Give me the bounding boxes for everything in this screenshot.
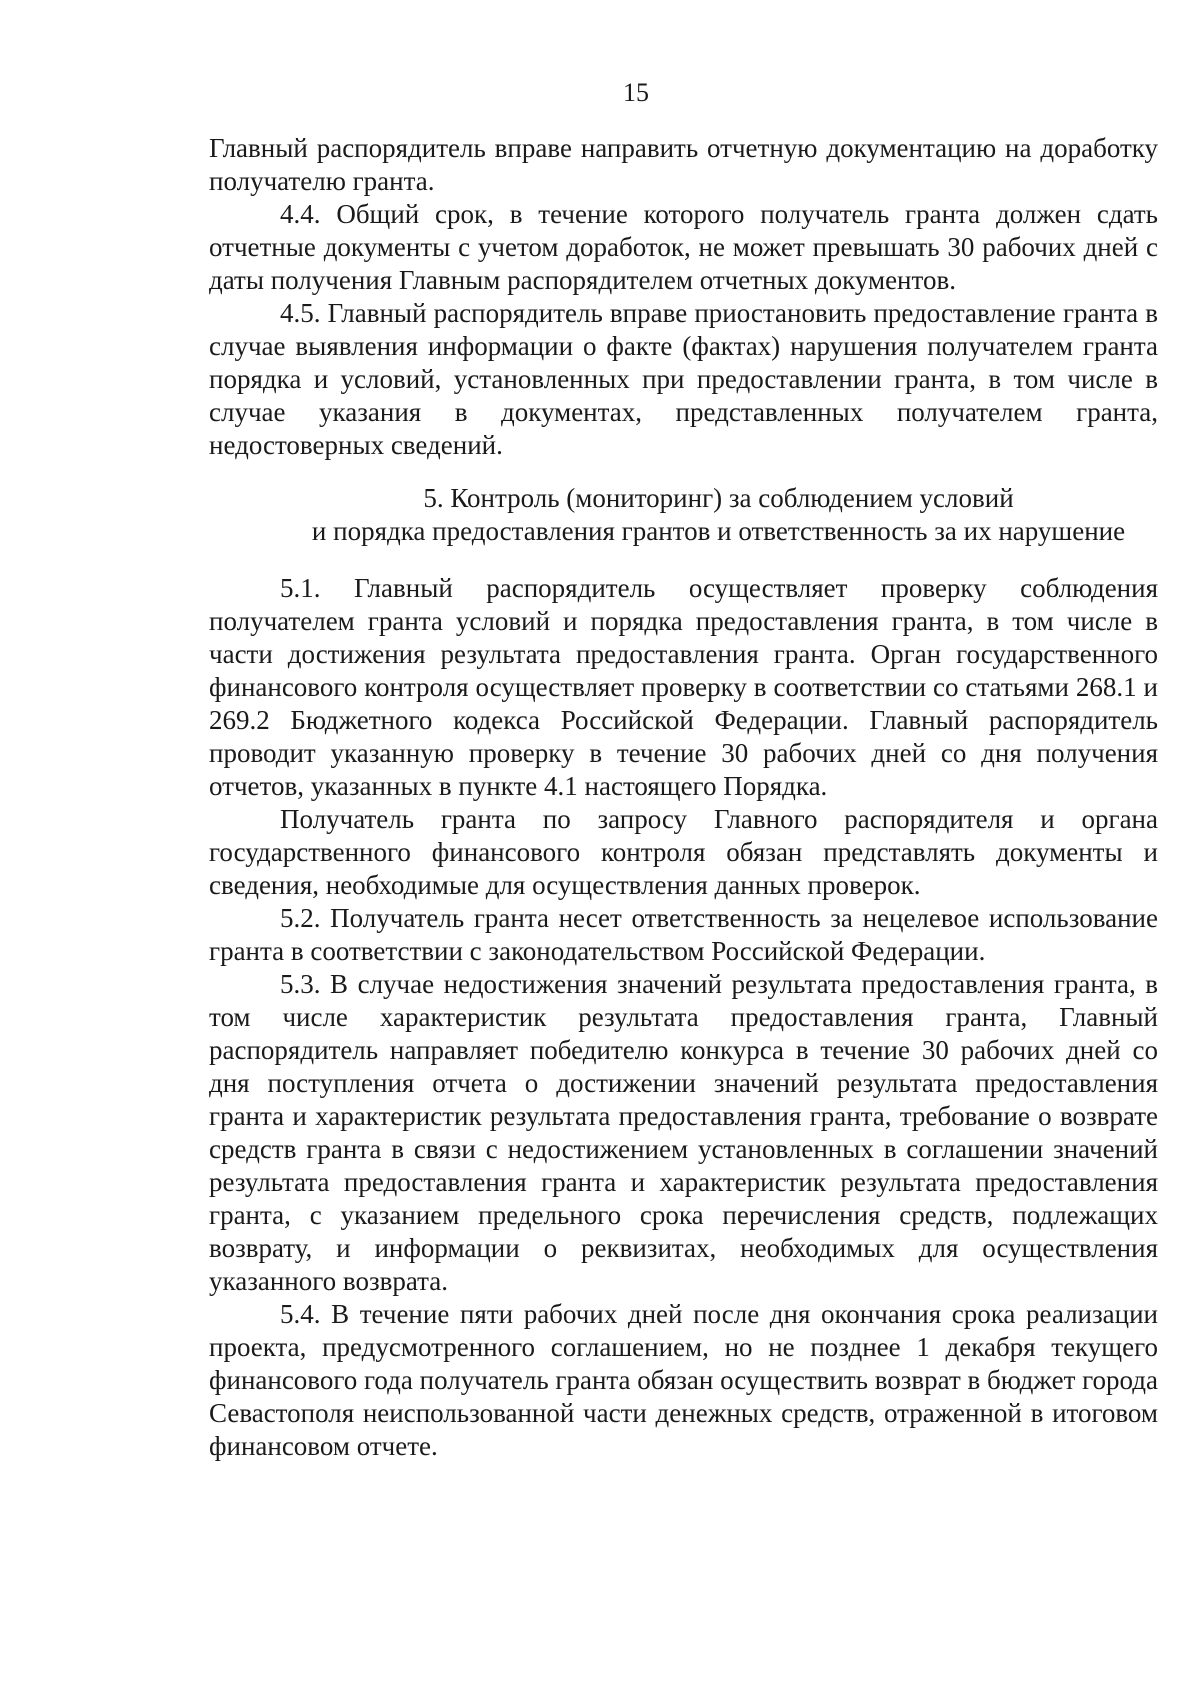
paragraph-documents-request: Получатель гранта по запросу Главного распорядителя и органа государственного финансового контроля обязан представлять документы и сведения, необходимые для осуществления данных проверок. [209, 804, 1158, 900]
section-heading-line-1: 5. Контроль (мониторинг) за соблюдением условий [423, 483, 1014, 513]
paragraph-4-5: 4.5. Главный распорядитель вправе приостановить предоставление гранта в случае выявления информации о факте (фактах) нарушения получателем гранта порядка и условий, установленных при предоставлении гранта, в том числе в случае указания в документах, представленных получателем гранта, недостоверных сведений. [209, 298, 1158, 460]
paragraph-5-1: 5.1. Главный распорядитель осуществляет проверку соблюдения получателем гранта условий и порядка предоставления гранта, в том числе в части достижения результата предоставления гранта. Орган государственного финансового контроля осуществляет проверку в соответствии со статьями 268.1 и 269.2 Бюджетного кодекса Российской Федерации. Главный распорядитель проводит указанную проверку в течение 30 рабочих дней со дня получения отчетов, указанных в пункте 4.1 настоящего Порядка. [209, 573, 1158, 801]
paragraph-5-2: 5.2. Получатель гранта несет ответственность за нецелевое использование гранта в соответствии с законодательством Российской Федерации. [209, 903, 1158, 966]
paragraph-5-3: 5.3. В случае недостижения значений результата предоставления гранта, в том числе характеристик результата предоставления гранта, Главный распорядитель направляет победителю конкурса в течение 30 рабочих дней со дня поступления отчета о достижении значений результата предоставления гранта и характеристик результата предоставления гранта, требование о возврате средств гранта в связи с недостижением установленных в соглашении значений результата предоставления гранта и характеристик результата предоставления гранта, с указанием предельного срока перечисления средств, подлежащих возврату, и информации о реквизитах, необходимых для осуществления указанного возврата. [209, 969, 1158, 1296]
page-number: 15 [623, 78, 649, 107]
document-body [209, 132, 1158, 1463]
paragraph-5-4: 5.4. В течение пяти рабочих дней после дня окончания срока реализации проекта, предусмотренного соглашением, но не позднее 1 декабря текущего финансового года получатель гранта обязан осуществить возврат в бюджет города Севастополя неиспользованной части денежных средств, отраженной в итоговом финансовом отчете. [209, 1299, 1158, 1461]
section-heading [209, 482, 1158, 548]
section-heading-line-2: и порядка предоставления грантов и ответственность за их нарушение [311, 516, 1126, 546]
paragraph-4-4: 4.4. Общий срок, в течение которого получатель гранта должен сдать отчетные документы с учетом доработок, не может превышать 30 рабочих дней с даты получения Главным распорядителем отчетных документов. [209, 199, 1158, 295]
paragraph-rework: Главный распорядитель вправе направить отчетную документацию на доработку получателю гранта. [209, 133, 1158, 196]
